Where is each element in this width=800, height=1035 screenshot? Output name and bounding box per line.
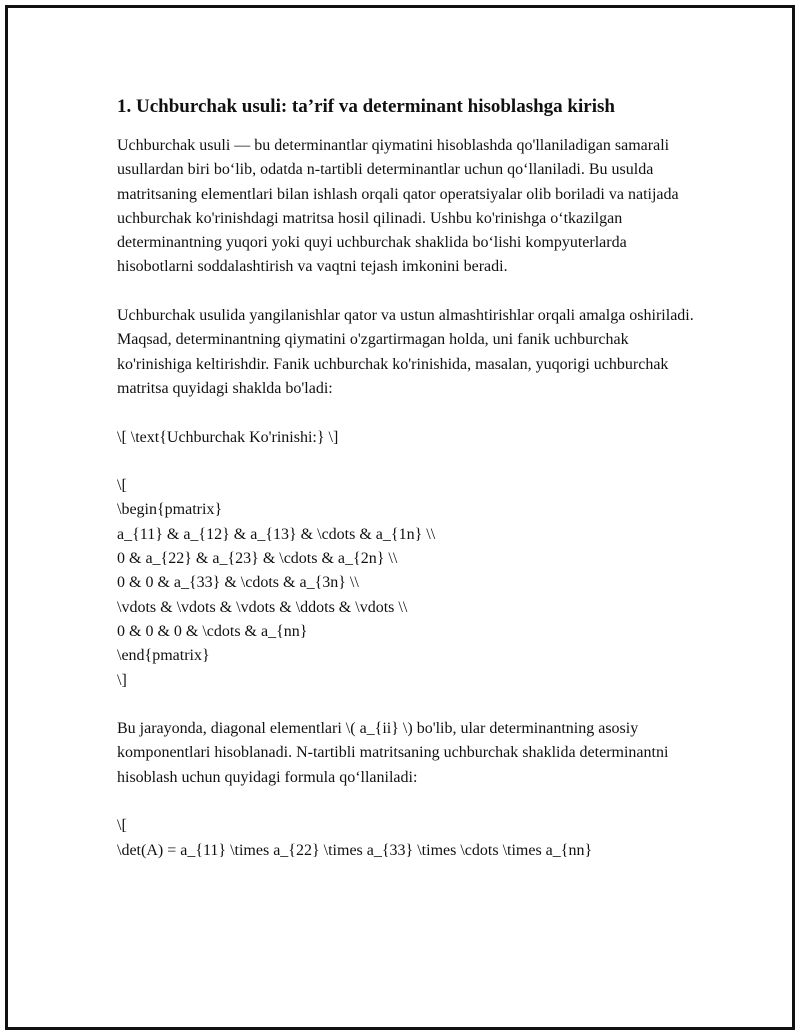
det-line: \[ [117,817,127,835]
paragraph-method: Uchburchak usulida yangilanishlar qator va ustun almashtirishlar orqali amalga oshiriladi. Maqsad, determinantning qiymatini o'zgartirmagan holda, uni fanik uchburchak ko'rinishiga keltirishdir. Fanik uchburchak ko'rinishida, masalan, yuqorigi uchburchak matritsa quyidagi shaklda bo'ladi: [117,307,694,397]
paragraph-diagonal: Bu jarayonda, diagonal elementlari \( a_{ii} \) bo'lib, ular determinantning asosiy komponentlari hisoblanadi. N-tartibli matritsaning uchburchak shaklida determinantni hisoblash uchun quyidagi formula qo‘llaniladi: [117,720,669,786]
document-body [117,94,707,887]
matrix-line: \begin{pmatrix} [117,501,223,519]
matrix-line: 0 & 0 & 0 & \cdots & a_{nn} [117,622,308,640]
paragraph-intro: Uchburchak usuli — bu determinantlar qiymatini hisoblashda qo'llaniladigan samarali usullardan biri bo‘lib, odatda n-tartibli determinantlar uchun qo‘llaniladi. Bu usulda matritsaning elementlari bilan ishlash orqali qator operatsiyalar olib boriladi va natijada uchburchak ko'rinishdagi matritsa hosil qilinadi. Ushbu ko'rinishga o‘tkazilgan determinantning yuqori yoki quyi uchburchak shaklida bo‘lishi kompyuterlarda hisobotlarni soddalashtirish va vaqtni tejash imkonini beradi. [117,137,679,276]
matrix-latex-block [117,474,707,693]
matrix-line: 0 & 0 & a_{33} & \cdots & a_{3n} \\ [117,574,359,592]
section-heading: 1. Uchburchak usuli: ta’rif va determinant hisoblashga kirish [117,96,615,117]
det-line: \det(A) = a_{11} \times a_{22} \times a_{33} \times \cdots \times a_{nn} [117,841,593,859]
matrix-line: \vdots & \vdots & \vdots & \ddots & \vdots \\ [117,598,408,616]
matrix-line: \] [117,671,127,689]
matrix-line: \[ [117,477,127,495]
matrix-line: 0 & a_{22} & a_{23} & \cdots & a_{2n} \\ [117,550,398,568]
matrix-line: a_{11} & a_{12} & a_{13} & \cdots & a_{1n} \\ [117,525,436,543]
determinant-latex-block [117,814,707,863]
formula-label-line: \[ \text{Uchburchak Ko'rinishi:} \] [117,428,339,446]
matrix-line: \end{pmatrix} [117,647,210,665]
